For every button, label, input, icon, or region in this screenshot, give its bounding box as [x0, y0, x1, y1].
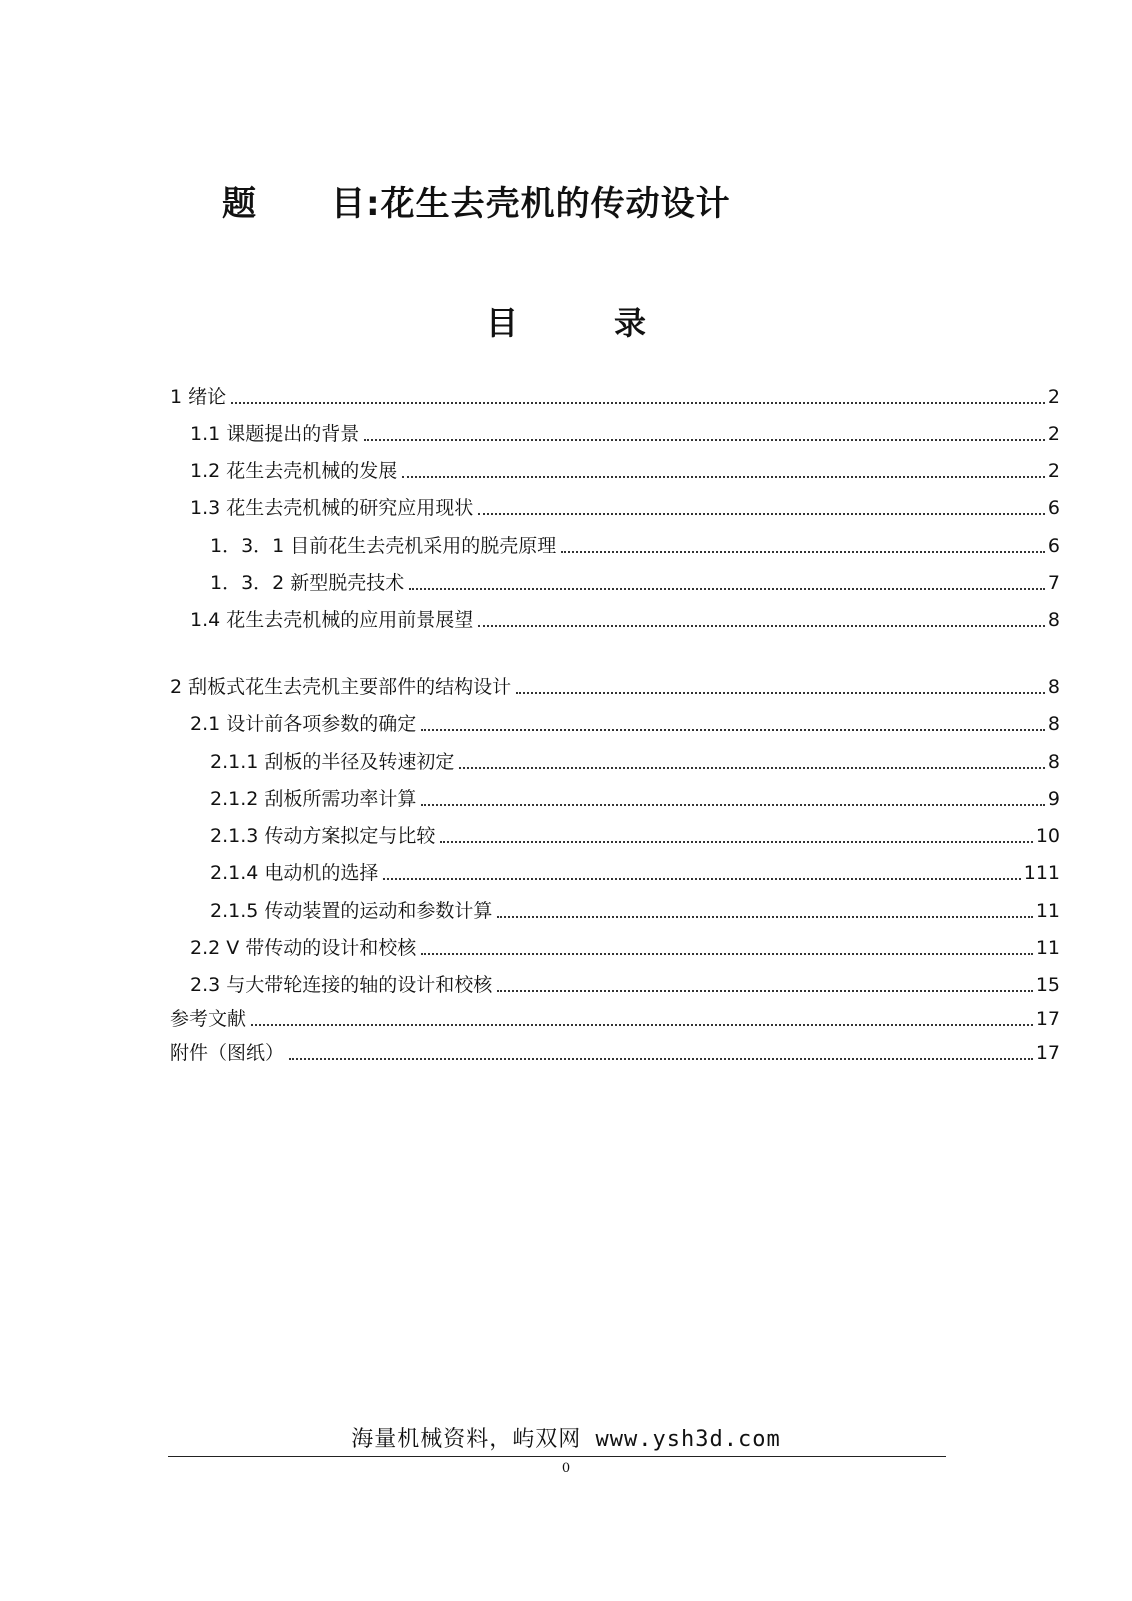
toc-entry-page: 7 — [1047, 572, 1060, 594]
toc-leader-dots — [409, 587, 1045, 590]
toc-entry-page: 9 — [1047, 788, 1060, 810]
toc-entry-page: 17 — [1035, 1008, 1060, 1030]
toc-entry[interactable] — [170, 970, 1060, 998]
toc-entry-label: 2 刮板式花生去壳机主要部件的结构设计 — [170, 676, 512, 698]
toc-entry-label: 1.1 课题提出的背景 — [190, 423, 360, 445]
toc-entry-page: 6 — [1047, 497, 1060, 519]
toc-leader-dots — [497, 989, 1033, 992]
toc-entry[interactable] — [170, 933, 1060, 961]
footer-divider — [168, 1456, 946, 1457]
toc-leader-dots — [421, 728, 1045, 731]
toc-leader-dots — [440, 840, 1032, 843]
toc-entry-page: 2 — [1047, 460, 1060, 482]
toc-entry-label: 1．3．2 新型脱壳技术 — [210, 572, 405, 594]
toc-entry-label: 1.2 花生去壳机械的发展 — [190, 460, 398, 482]
toc-entry-page: 8 — [1047, 713, 1060, 735]
toc-entry[interactable] — [170, 456, 1060, 484]
toc-entry-label: 2.1.3 传动方案拟定与比较 — [210, 825, 436, 847]
toc-entry[interactable] — [170, 747, 1060, 775]
page-number: 0 — [561, 1461, 571, 1476]
title-prefix: 题 — [222, 184, 257, 224]
toc-heading — [0, 298, 1132, 344]
toc-entry-label: 2.1.2 刮板所需功率计算 — [210, 788, 417, 810]
toc-entry-label: 附件（图纸） — [170, 1042, 285, 1064]
toc-entry-label: 2.2 V 带传动的设计和校核 — [190, 937, 417, 959]
toc-leader-dots — [478, 512, 1045, 515]
toc-entry-page: 8 — [1047, 676, 1060, 698]
toc-entry[interactable] — [170, 531, 1060, 559]
toc-leader-dots — [289, 1057, 1033, 1060]
toc-leader-dots — [478, 624, 1045, 627]
toc-entry-label: 2.1.4 电动机的选择 — [210, 862, 379, 884]
toc-entry-page: 15 — [1035, 974, 1060, 996]
toc-entry[interactable] — [170, 1004, 1060, 1032]
toc-leader-dots — [421, 952, 1033, 955]
toc-entry-label: 参考文献 — [170, 1008, 247, 1030]
toc-entry-page: 6 — [1047, 535, 1060, 557]
toc-entry[interactable] — [170, 605, 1060, 633]
toc-leader-dots — [421, 803, 1045, 806]
toc-entry-page: 8 — [1047, 609, 1060, 631]
toc-entry-label: 1．3．1 目前花生去壳机采用的脱壳原理 — [210, 535, 557, 557]
toc-leader-dots — [497, 915, 1032, 918]
toc-entry[interactable] — [170, 568, 1060, 596]
toc-leader-dots — [561, 550, 1045, 553]
toc-entry[interactable] — [170, 672, 1060, 700]
toc-leader-dots — [251, 1023, 1033, 1026]
title-text: 目:花生去壳机的传动设计 — [331, 184, 731, 224]
toc-leader-dots — [364, 438, 1045, 441]
toc-entry[interactable] — [170, 382, 1060, 410]
toc-entry[interactable] — [170, 493, 1060, 521]
toc-leader-dots — [459, 766, 1045, 769]
toc-entry-label: 2.1.5 传动装置的运动和参数计算 — [210, 900, 493, 922]
toc-entry-page: 11 — [1035, 937, 1060, 959]
toc-entry-page: 10 — [1035, 825, 1060, 847]
toc-leader-dots — [231, 401, 1045, 404]
toc-entry-label: 2.1.1 刮板的半径及转速初定 — [210, 751, 455, 773]
toc-entry-page: 8 — [1047, 751, 1060, 773]
toc-heading-left: 目 — [485, 304, 518, 342]
toc-entry-page: 17 — [1035, 1042, 1060, 1064]
toc-entry-page: 2 — [1047, 423, 1060, 445]
footer-watermark-text: 海量机械资料，屿双网 www.ysh3d.com — [351, 1427, 781, 1452]
toc-heading-right: 录 — [614, 304, 647, 342]
toc-leader-dots — [402, 475, 1045, 478]
toc-entry-label: 1 绪论 — [170, 386, 227, 408]
toc-entry[interactable] — [170, 1038, 1060, 1066]
toc-entry[interactable] — [170, 784, 1060, 812]
toc-entry[interactable] — [170, 419, 1060, 447]
toc-entry-label: 2.1 设计前各项参数的确定 — [190, 713, 417, 735]
toc-entry-label: 1.4 花生去壳机械的应用前景展望 — [190, 609, 474, 631]
toc-entry-page: 2 — [1047, 386, 1060, 408]
toc-entry[interactable] — [170, 821, 1060, 849]
document-title — [222, 176, 731, 225]
toc-entry-page: 111 — [1023, 862, 1060, 884]
toc-entry-page: 11 — [1035, 900, 1060, 922]
toc-entry-label: 2.3 与大带轮连接的轴的设计和校核 — [190, 974, 493, 996]
toc-entry[interactable] — [170, 858, 1060, 886]
toc-entry[interactable] — [170, 896, 1060, 924]
toc-leader-dots — [383, 877, 1020, 880]
toc-entry[interactable] — [170, 709, 1060, 737]
toc-leader-dots — [516, 691, 1045, 694]
toc-entry-label: 1.3 花生去壳机械的研究应用现状 — [190, 497, 474, 519]
